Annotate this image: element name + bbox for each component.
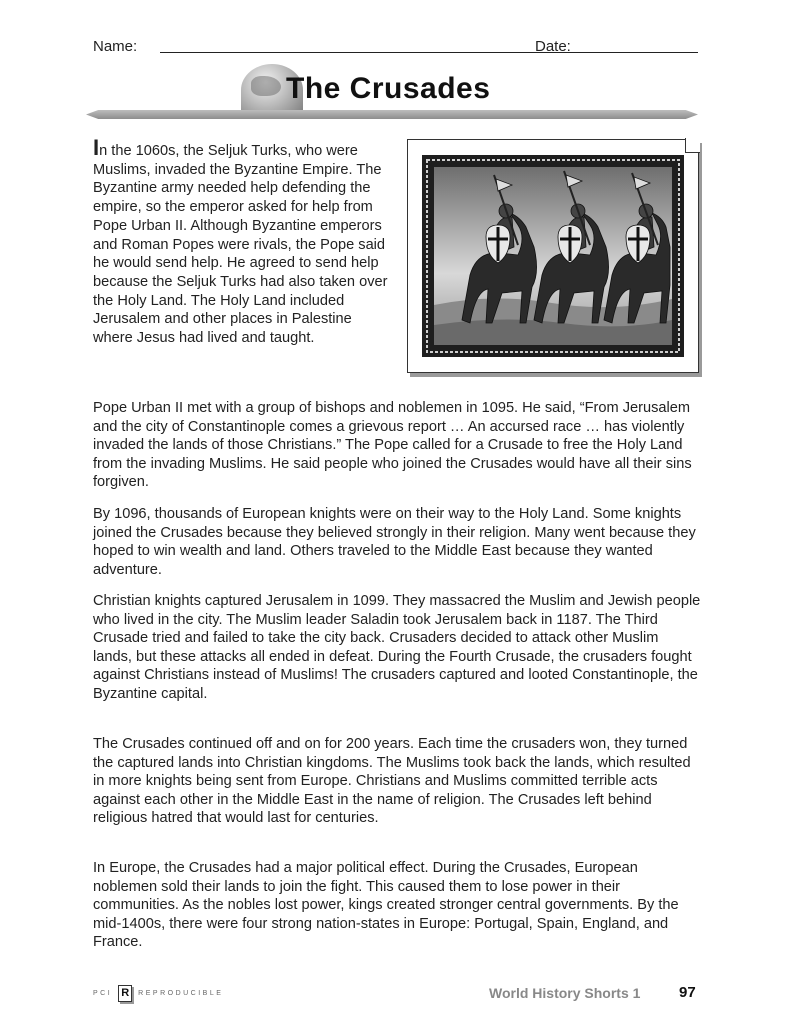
date-label: Date: xyxy=(535,38,571,55)
intro-text: n the 1060s, the Seljuk Turks, who were Muslims, invaded the Byzantine Empire. The Byzantine army needed help defending the empire, so the emperor asked for help from Pope Urban II. Although Byzantine emperors and Roman Popes were rivals, the Pope said he would send help. He agreed to send help because the Seljuk Turks had also taken over the Holy Land. The Holy Land included Jerusalem and other places in Palestine where Jesus had lived and taught. xyxy=(93,143,388,347)
title-band xyxy=(86,64,698,122)
header-row xyxy=(93,36,698,58)
body-paragraph: In Europe, the Crusades had a major political effect. During the Crusades, European noblemen sold their lands to join the fight. This caused them to lose power in their communities. As the nobles lost power, kings created stronger central governments. By the mid-1400s, there were four strong nation-states in Europe: Portugal, Spain, England, and France. xyxy=(93,860,679,951)
body-paragraph: The Crusades continued off and on for 200 years. Each time the crusaders won, they turned the captured lands into Christian kingdoms. The Muslims took back the lands, which resulted in more knights being sent from Europe. Christians and Muslims committed terrible acts against each other in the Middle East in the name of religion. The Crusades left behind religious hatred that would last for centuries. xyxy=(93,736,691,827)
illustration-frame xyxy=(407,139,699,373)
page-fold-corner xyxy=(685,138,700,153)
reproducible-mark-icon: R xyxy=(118,985,132,1002)
crusader-knights-illustration xyxy=(422,155,684,357)
publisher-right-text: REPRODUCIBLE xyxy=(138,990,224,997)
page-number: 97 xyxy=(679,984,696,1001)
publisher-logo xyxy=(93,985,223,1002)
publisher-left-text: PCI xyxy=(93,990,113,997)
body-paragraph: By 1096, thousands of European knights were on their way to the Holy Land. Some knights joined the Crusades because they believed strongly in their religion. Many went because they hoped to win wealth and land. Others traveled to the Middle East because they wanted adventure. xyxy=(93,506,696,578)
drop-cap: I xyxy=(93,135,100,160)
book-title: World History Shorts 1 xyxy=(489,985,641,1001)
name-label: Name: xyxy=(93,38,138,55)
date-field-line[interactable] xyxy=(581,52,698,53)
body-paragraph: Christian knights captured Jerusalem in 1099. They massacred the Muslim and Jewish people who lived in the city. The Muslim leader Saladin took Jerusalem back in 1187. The Third Crusade tried and failed to take the city back. Crusaders decided to attack other Muslim lands, but these attacks all ended in defeat. During the Fourth Crusade, the crusaders fought against Christians instead of Muslims! The crusaders captured and looted Constantinople, the Byzantine capital. xyxy=(93,593,701,702)
intro-paragraph xyxy=(93,135,393,348)
page-title: The Crusades xyxy=(286,72,491,105)
body-paragraph: Pope Urban II met with a group of bishops and noblemen in 1095. He said, “From Jerusalem and the city of Constantinople comes a grievous report … An accursed race … has violently invaded the lands of those Christians.” The Pope called for a Crusade to free the Holy Land from the invading Muslims. He said people who joined the Crusades would have all their sins forgiven. xyxy=(93,400,692,491)
title-underline-bar xyxy=(86,110,698,119)
